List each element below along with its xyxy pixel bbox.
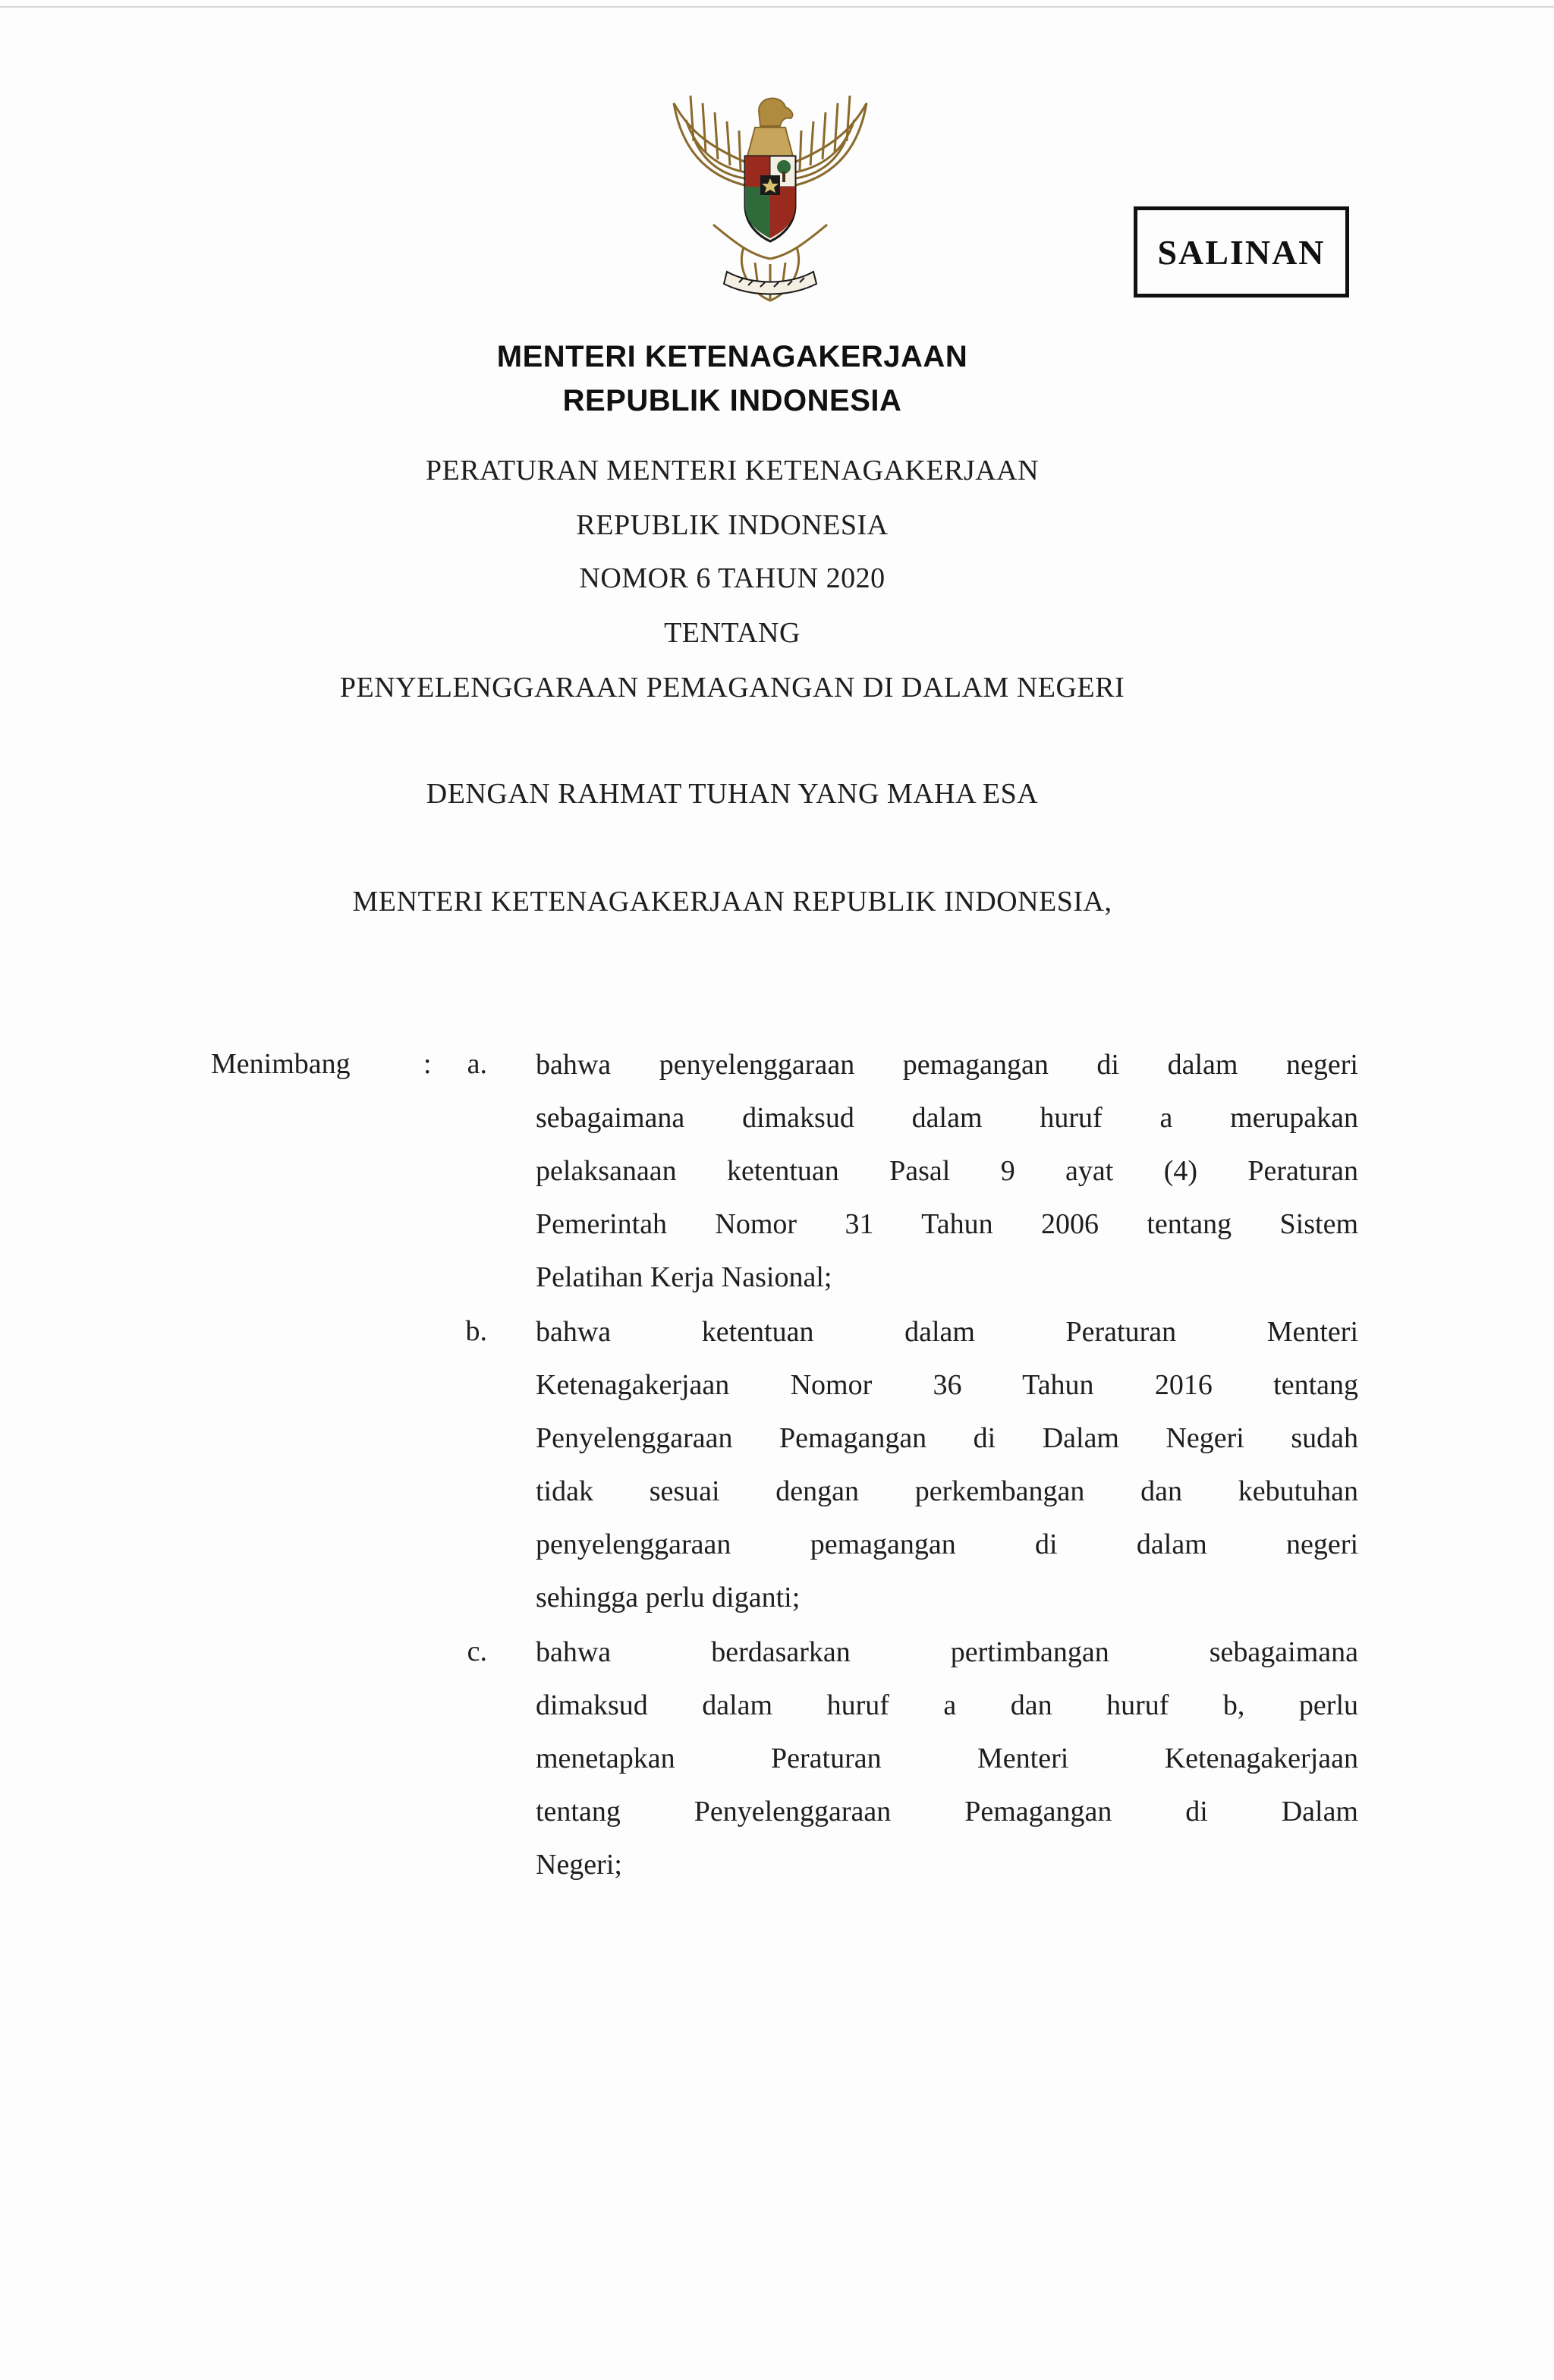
regulation-title-line1: PERATURAN MENTERI KETENAGAKERJAAN [425,455,1040,486]
menimbang-label: Menimbang [211,1048,351,1080]
blessing-line: DENGAN RAHMAT TUHAN YANG MAHA ESA [426,778,1039,810]
garuda-pancasila-emblem-icon [660,73,880,316]
regulation-number: NOMOR 6 TAHUN 2020 [579,562,886,594]
item-a-line: Pelatihan Kerja Nasional; [536,1261,832,1293]
item-a-line: Pemerintah Nomor 31 Tahun 2006 tentang Sistem [536,1208,1358,1240]
item-letter-c: c. [467,1635,487,1667]
item-b-line: tidak sesuai dengan perkembangan dan kebutuhan [536,1475,1358,1507]
item-c-line: Negeri; [536,1849,622,1881]
ministry-heading-line2: REPUBLIK INDONESIA [562,384,902,417]
item-c-line: tentang Penyelenggaraan Pemagangan di Dalam [536,1796,1358,1828]
item-b-line: penyelenggaraan pemagangan di dalam negeri [536,1528,1358,1560]
regulation-subject: PENYELENGGARAAN PEMAGANGAN DI DALAM NEGERI [339,672,1125,704]
regulation-title-line2: REPUBLIK INDONESIA [576,509,889,541]
item-b-line: bahwa ketentuan dalam Peraturan Menteri [536,1316,1358,1348]
authority-line: MENTERI KETENAGAKERJAAN REPUBLIK INDONESIA, [352,886,1112,918]
item-b-line: Ketenagakerjaan Nomor 36 Tahun 2016 tentang [536,1369,1358,1401]
item-c-line: dimaksud dalam huruf a dan huruf b, perlu [536,1689,1358,1721]
item-a-line: sebagaimana dimaksud dalam huruf a merupakan [536,1102,1358,1134]
item-c-line: bahwa berdasarkan pertimbangan sebagaimana [536,1636,1358,1668]
item-a-line: pelaksanaan ketentuan Pasal 9 ayat (4) Peraturan [536,1155,1358,1187]
salinan-stamp-box: SALINAN [1134,206,1349,298]
item-b-line: Penyelenggaraan Pemagangan di Dalam Negeri sudah [536,1422,1358,1454]
item-letter-a: a. [467,1048,487,1080]
regulation-tentang: TENTANG [664,617,801,649]
menimbang-colon: : [423,1048,432,1080]
item-c-line: menetapkan Peraturan Menteri Ketenagakerjaan [536,1742,1358,1774]
item-a-line: bahwa penyelenggaraan pemagangan di dalam negeri [536,1049,1358,1081]
item-letter-b: b. [465,1315,487,1347]
ministry-heading-line1: MENTERI KETENAGAKERJAAN [496,340,968,373]
scan-top-edge [0,6,1554,8]
item-b-line: sehingga perlu diganti; [536,1582,801,1613]
